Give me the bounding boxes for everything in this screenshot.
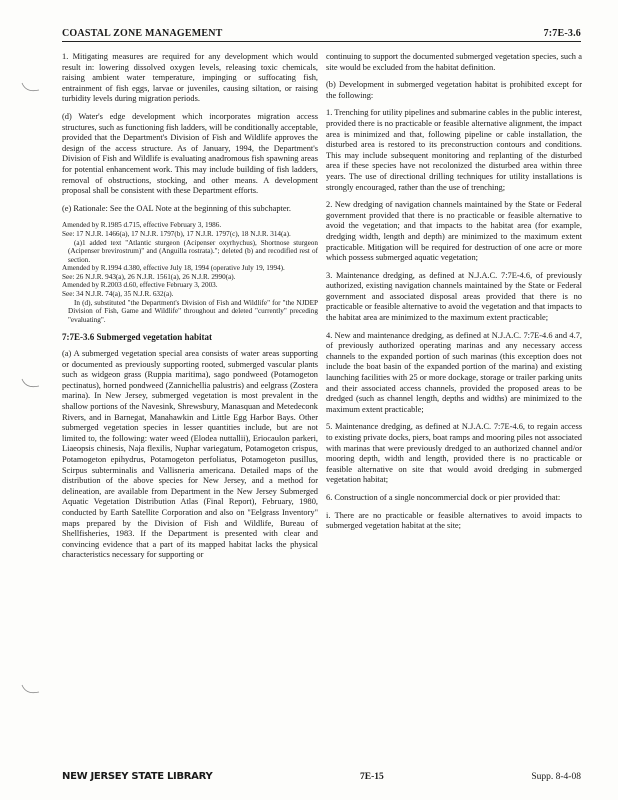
header-title: COASTAL ZONE MANAGEMENT <box>62 28 223 39</box>
left-column <box>62 52 318 568</box>
paragraph: (b) Development in submerged vegetation habitat is prohibited except for the following: <box>326 80 582 100</box>
margin-mark-icon <box>20 682 42 696</box>
margin-mark-icon <box>20 80 42 94</box>
history-note: In (d), substituted "the Department's Division of Fish and Wildlife" for "the NJDEP Division of Fish, Game and Wildlife" throughout and deleted "currently" preceding "evaluating". <box>68 298 318 324</box>
paragraph: (a) A submerged vegetation special area consists of water areas supporting or documented as previously supporting rooted, submerged vascular plants such as widgeon grass (Ruppia maritima), sago pondweed (Potamogeton pectinatus), horned pondweed (Zannichellia palustris) and eelgrass (Zostera marina). In New Jersey, submerged vegetation is most prevalent in the shallow portions of the Navesink, Shrewsbury, Manasquan and Metedeconk Rivers, and in Barnegat, Manahawkin and Little Egg Harbor Bays. Other submerged vegetation species in lesser quantities include, but are not limited to, the following: water weed (Elodea nuttallii), Eriocaulon parkeri, Liaeopsis chinesis, Naja flexilis, Nuphar variegatum, Potamogeton crispus, Potamogeton epihydrus, Potamogeton perfoliatus, Potamogeton pusillus, Scirpus subterminalis and Vallisneria americana. Detailed maps of the distribution of the above species for New Jersey, and a method for delineation, are available from Department in the New Jersey Submerged Aquatic Vegetation Distribution Atlas (Final Report), February, 1980, conducted by Earth Satellite Corporation and also on "Eelgrass Inventory" maps prepared by the Division of Fish and Wildlife, Bureau of Shellfisheries, 1983. If the Department is presented with clear and convincing evidence that a part of its mapped habitat lacks the physical characteristics necessary for supporting or <box>62 349 318 560</box>
history-note: (a)1 added text "Atlantic sturgeon (Acipenser oxyrhychus), Shortnose sturgeon (Acipenser brevirostrum)" and (Anguilla rostrata)."; deleted (b) and recodified rest of section. <box>68 238 318 264</box>
paragraph: continuing to support the documented submerged vegetation species, such a site would be excluded from the habitat definition. <box>326 52 582 72</box>
history-note: See: 26 N.J.R. 943(a), 26 N.J.R. 1561(a), 26 N.J.R. 2990(a). <box>62 272 236 281</box>
supplement-date: Supp. 8-4-08 <box>531 771 581 782</box>
paragraph: 5. Maintenance dredging, as defined at N.J.A.C. 7:7E-4.6, to regain access to existing private docks, piers, boat ramps and mooring piles not associated with marinas that were previously dredged to an authorized channel and/or mooring depth, width and length, provided there is no practicable or feasible alternative on site that would avoid dredging in submerged vegetation habitat; <box>326 422 582 485</box>
paragraph: 2. New dredging of navigation channels maintained by the State or Federal government provided that there is no practicable or feasible alternative to avoid the vegetation; and that impacts to the habitat area (for example, dredging width, length and depth) are minimized to the maximum extent practicable. Mitigation will be required for destruction of one acre or more which possess submerged aquatic vegetation; <box>326 200 582 263</box>
margin-mark-icon <box>20 376 42 390</box>
paragraph: i. There are no practicable or feasible alternatives to avoid impacts to submerged vegetation habitat at the site; <box>326 510 582 531</box>
header-section: 7:7E-3.6 <box>543 28 581 39</box>
paragraph: (d) Water's edge development which incorporates migration access structures, such as functioning fish ladders, will be conditionally acceptable, provided that the Department's Division of Fish and Wildlife approves the design of the access structure. As of January, 1994, the Department's Division of Fish and Wildlife is evaluating anadromous fish spawning areas for potential enhancement work. This may include building of fish ladders, removal of obstructions, stocking, and other means. A development proposal shall be consistent with these Department efforts. <box>62 111 318 196</box>
history-note: See: 17 N.J.R. 1466(a), 17 N.J.R. 1797(b), 17 N.J.R. 1797(c), 18 N.J.R. 314(a). <box>62 229 291 238</box>
history-note: Amended by R.2003 d.60, effective February 3, 2003. <box>62 281 218 290</box>
history-note: Amended by R.1985 d.715, effective February 3, 1986. <box>62 221 222 230</box>
paragraph: 1. Mitigating measures are required for any development which would result in: lowering dissolved oxygen levels, releasing toxic chemicals, raising ambient water temperature, impinging or suffocating fish, entrainment of fish eggs, larvae or juveniles, causing siltation, or raising turbidity levels during migration periods. <box>62 52 318 104</box>
paragraph: 1. Trenching for utility pipelines and submarine cables in the public interest, provided there is no practicable or feasible alternative alignment, the impact area is minimized and that, following pipeline or cable installation, the disturbed area is restored to its preconstruction contours and conditions. This may include subsequent monitoring and replanting of the disturbed area if these species have not recolonized the disturbed area within three years. The use of directional drilling techniques for utility installations is strongly encouraged, rather than the use of trenching; <box>326 108 582 192</box>
running-header <box>62 28 581 42</box>
page-footer <box>62 771 581 782</box>
right-column <box>326 52 582 539</box>
paragraph: (e) Rationale: See the OAL Note at the beginning of this subchapter. <box>62 203 292 213</box>
page-number: 7E-15 <box>360 771 384 782</box>
paragraph: 4. New and maintenance dredging, as defined at N.J.A.C. 7:7E-4.6 and 4.7, of previously authorized operating marinas and any necessary access channels to the expanded portion of such marinas (this exception does not include the boat basin of the expanded portion of the marina) and existing launching facilities with 25 or more dockage, storage or trailer parking units and their associated access channels, provided the proposed areas to be dredged (such as channel length, depths and widths) are minimized to the maximum extent practicable; <box>326 330 582 414</box>
paragraph: 6. Construction of a single noncommercial dock or pier provided that: <box>326 492 561 502</box>
history-notes <box>62 221 318 324</box>
history-note: See: 34 N.J.R. 74(a), 35 N.J.R. 632(a). <box>62 290 174 299</box>
library-stamp: NEW JERSEY STATE LIBRARY <box>62 771 213 782</box>
history-note: Amended by R.1994 d.380, effective July 18, 1994 (operative July 19, 1994). <box>62 264 285 273</box>
paragraph: 3. Maintenance dredging, as defined at N.J.A.C. 7:7E-4.6, of previously authorized, existing navigation channels maintained by the State or Federal government and associated disposal areas provided that there is no practicable or feasible alternative to avoid the vegetation and that impacts to the habitat area are minimized to the maximum extent practicable; <box>326 270 582 323</box>
section-heading: 7:7E-3.6 Submerged vegetation habitat <box>62 332 212 343</box>
